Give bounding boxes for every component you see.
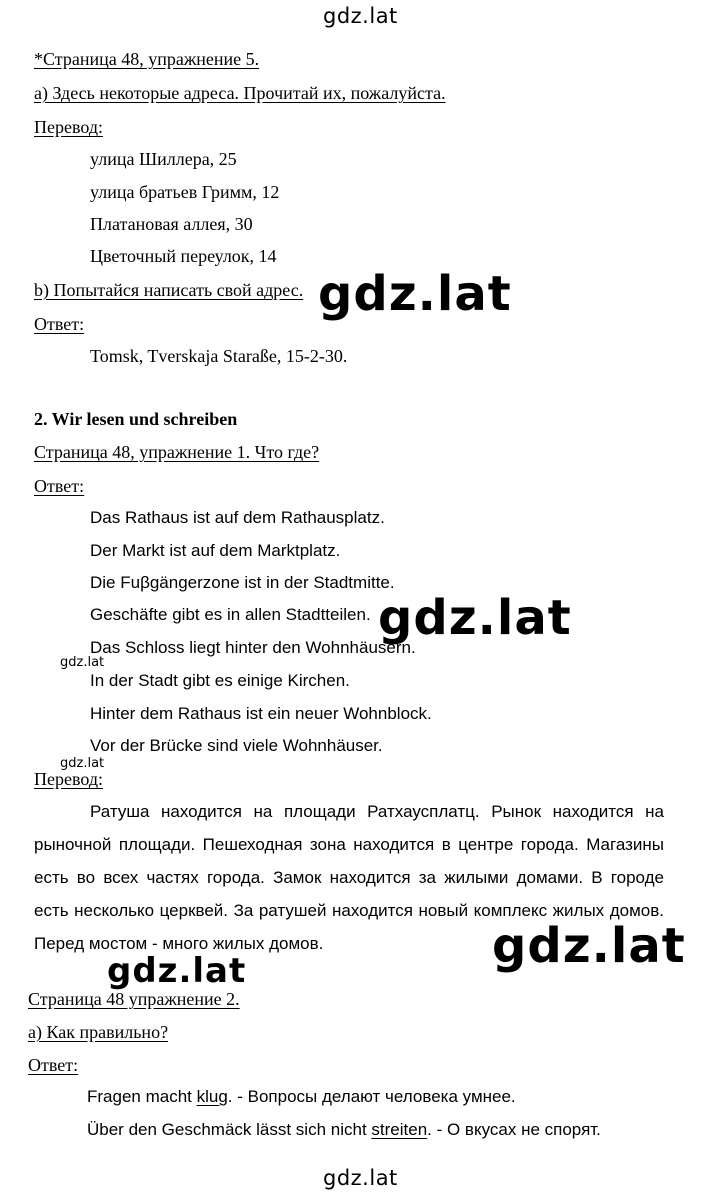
exercise-5-heading: *Страница 48, упражнение 5.: [34, 49, 260, 69]
answer-text: Tomsk, Tverskaja Staraße, 15-2-30.: [90, 346, 348, 366]
german-sentence: Das Schloss liegt hinter den Wohnhäusern.: [90, 638, 416, 657]
section-title: 2. Wir lesen und schreiben: [34, 409, 238, 429]
task-a-text: а) Здесь некоторые адреса. Прочитай их, пожалуйста.: [34, 83, 446, 103]
exercise-2-heading: Страница 48 упражнение 2.: [28, 989, 240, 1009]
german-sentence: Geschäfte gibt es in allen Stadtteilen.: [90, 605, 371, 624]
proverb-translation: . - О вкусах не спорят.: [427, 1120, 601, 1139]
watermark-large: gdz.lat: [492, 918, 686, 974]
answer-label: Ответ:: [28, 1055, 79, 1075]
watermark-medium: gdz.lat: [107, 951, 247, 991]
watermark-small: gdz.lat: [60, 756, 105, 771]
address-line: Платановая аллея, 30: [90, 214, 253, 234]
exercise-1-heading: Страница 48, упражнение 1. Что где?: [34, 442, 320, 462]
answer-label: Ответ:: [34, 476, 85, 496]
proverb-line: [87, 1119, 601, 1141]
proverb-underlined-word: streiten: [371, 1120, 428, 1139]
watermark-large: gdz.lat: [378, 590, 572, 646]
german-sentence: Die Fuβgängerzone ist in der Stadtmitte.: [90, 573, 395, 592]
proverb-line: [87, 1086, 516, 1108]
proverb-text: Fragen macht: [87, 1087, 197, 1106]
translation-label: Перевод:: [34, 117, 103, 137]
german-sentence: Der Markt ist auf dem Marktplatz.: [90, 541, 341, 560]
task-a-text: а) Как правильно?: [28, 1022, 169, 1042]
address-line: улица братьев Гримм, 12: [90, 182, 280, 202]
german-sentence: Hinter dem Rathaus ist ein neuer Wohnblock.: [90, 704, 432, 723]
footer-watermark: gdz.lat: [323, 1166, 398, 1190]
address-line: Цветочный переулок, 14: [90, 246, 277, 266]
german-sentence: Das Rathaus ist auf dem Rathausplatz.: [90, 508, 385, 527]
task-b-text: b) Попытайся написать свой адрес.: [34, 280, 304, 300]
translation-label: Перевод:: [34, 769, 103, 789]
translation-paragraph: Ратуша находится на площади Ратхаусплатц. Рынок находится на рыночной площади. Пешеходная зона находится в центре города. Магазины есть во всех частях города. Замок находится за жилыми домами. В городе есть несколько церквей. За ратушей находится новый комплекс жилых домов. Перед мостом - много жилых домов.: [34, 802, 664, 953]
proverb-underlined-word: klug: [196, 1087, 228, 1106]
watermark-small: gdz.lat: [60, 655, 105, 670]
answer-label: Ответ:: [34, 314, 85, 334]
german-sentence: Vor der Brücke sind viele Wohnhäuser.: [90, 736, 383, 755]
proverb-text: Über den Geschmäck lässt sich nicht: [87, 1120, 372, 1139]
proverb-translation: . - Вопросы делают человека умнее.: [227, 1087, 516, 1106]
address-line: улица Шиллера, 25: [90, 149, 237, 169]
watermark-large: gdz.lat: [318, 266, 512, 322]
german-sentence: In der Stadt gibt es einige Kirchen.: [90, 671, 350, 690]
header-watermark: gdz.lat: [323, 4, 398, 28]
